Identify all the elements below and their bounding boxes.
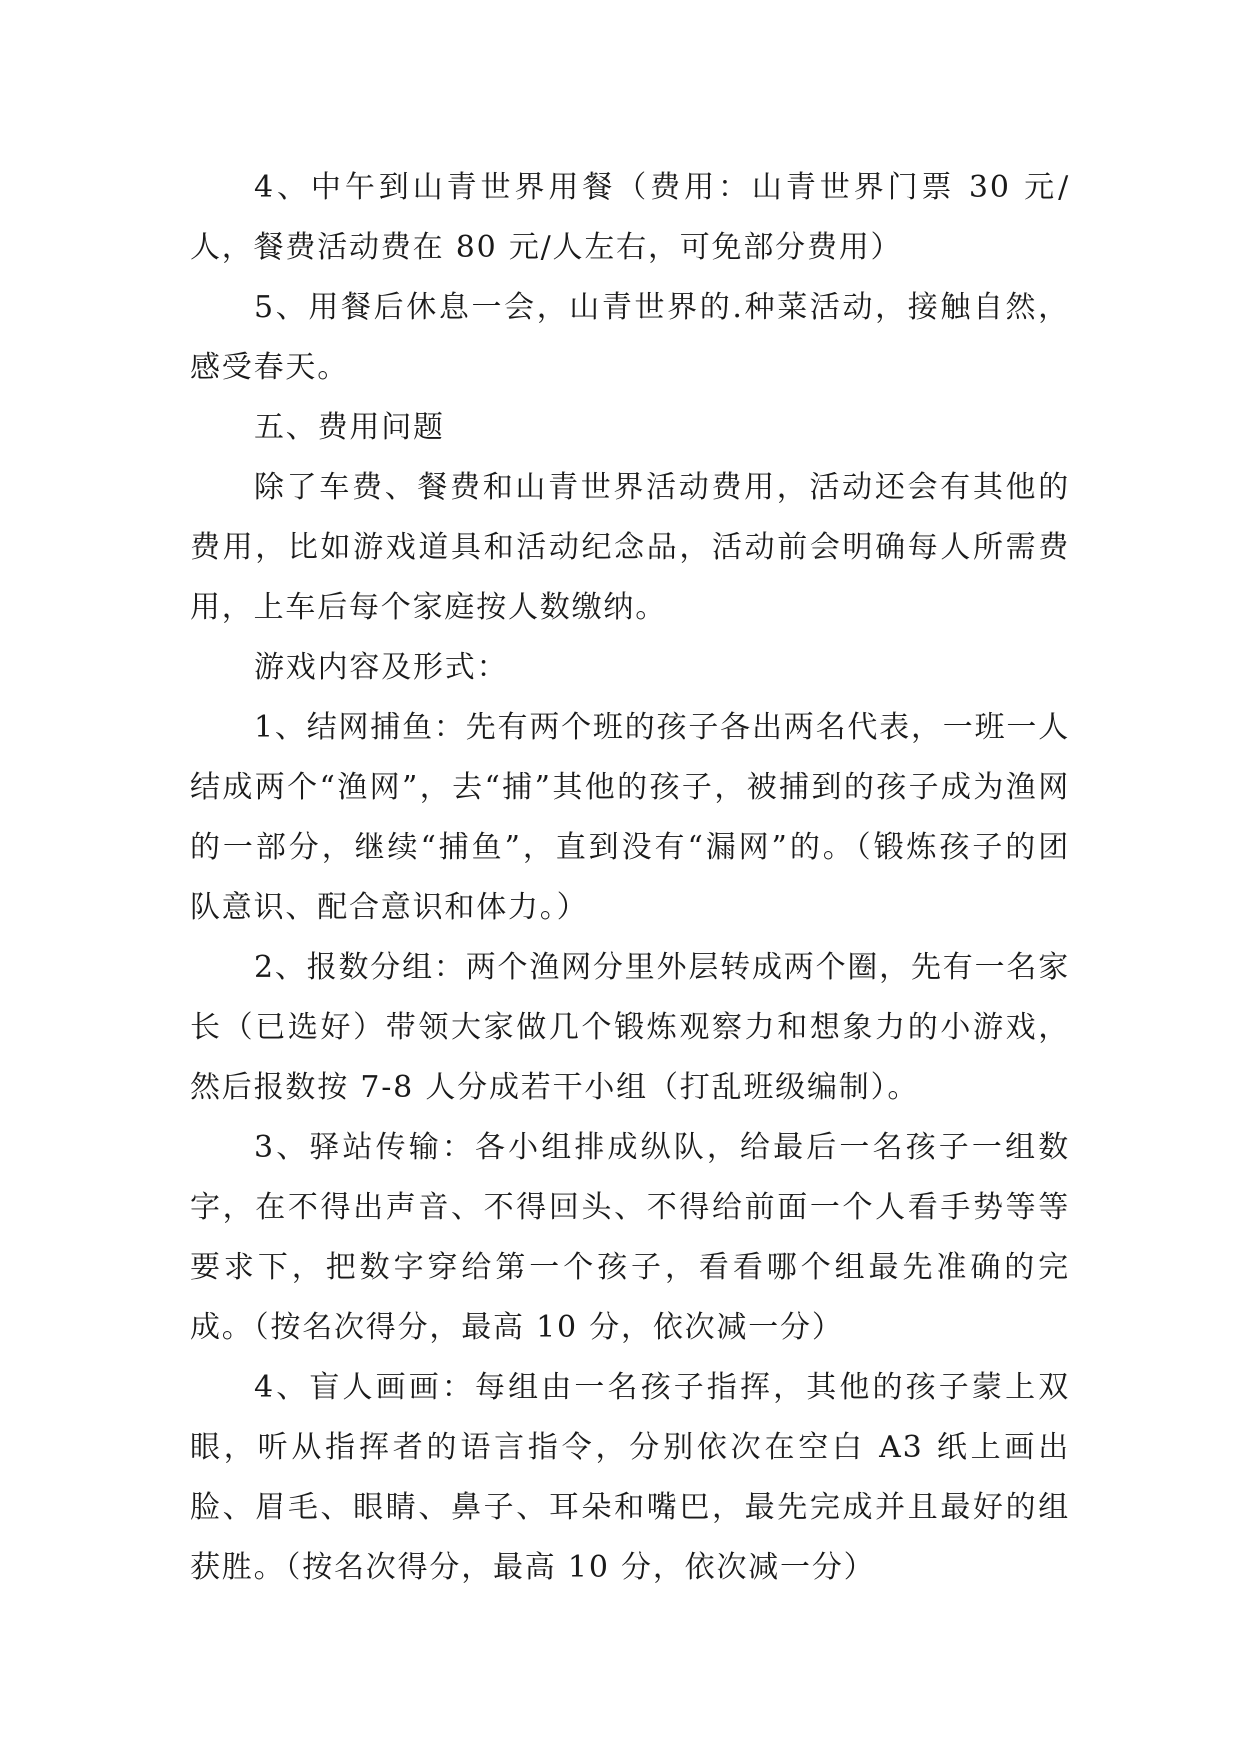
paragraph-game-4: 4、盲人画画：每组由一名孩子指挥，其他的孩子蒙上双眼，听从指挥者的语言指令，分别依次在空白 A3 纸上画出脸、眉毛、眼睛、鼻子、耳朵和嘴巴，最先完成并且最好的组获胜。（按名次得分，最高 10 分，依次减一分） <box>190 1370 1070 1585</box>
paragraph-costs: 除了车费、餐费和山青世界活动费用，活动还会有其他的费用，比如游戏道具和活动纪念品，活动前会明确每人所需费用，上车后每个家庭按人数缴纳。 <box>190 470 1070 625</box>
section-heading-games: 游戏内容及形式： <box>254 650 509 685</box>
paragraph-game-1: 1、结网捕鱼：先有两个班的孩子各出两名代表，一班一人结成两个“渔网”，去“捕”其他的孩子，被捕到的孩子成为渔网的一部分，继续“捕鱼”，直到没有“漏网”的。（锻炼孩子的团队意识、配合意识和体力。） <box>190 710 1070 925</box>
paragraph-game-3: 3、驿站传输：各小组排成纵队，给最后一名孩子一组数字，在不得出声音、不得回头、不得给前面一个人看手势等等要求下，把数字穿给第一个孩子，看看哪个组最先准确的完成。（按名次得分，最高 10 分，依次减一分） <box>190 1130 1070 1345</box>
paragraph-game-2: 2、报数分组：两个渔网分里外层转成两个圈，先有一名家长（已选好）带领大家做几个锻炼观察力和想象力的小游戏，然后报数按 7-8 人分成若干小组（打乱班级编制）。 <box>190 950 1070 1105</box>
section-heading-costs: 五、费用问题 <box>254 410 445 445</box>
paragraph-lunch: 4、中午到山青世界用餐（费用：山青世界门票 30 元/人，餐费活动费在 80 元/人左右，可免部分费用） <box>190 170 1070 265</box>
document-body <box>190 158 1070 1598</box>
paragraph-planting: 5、用餐后休息一会，山青世界的.种菜活动，接触自然，感受春天。 <box>190 290 1070 385</box>
